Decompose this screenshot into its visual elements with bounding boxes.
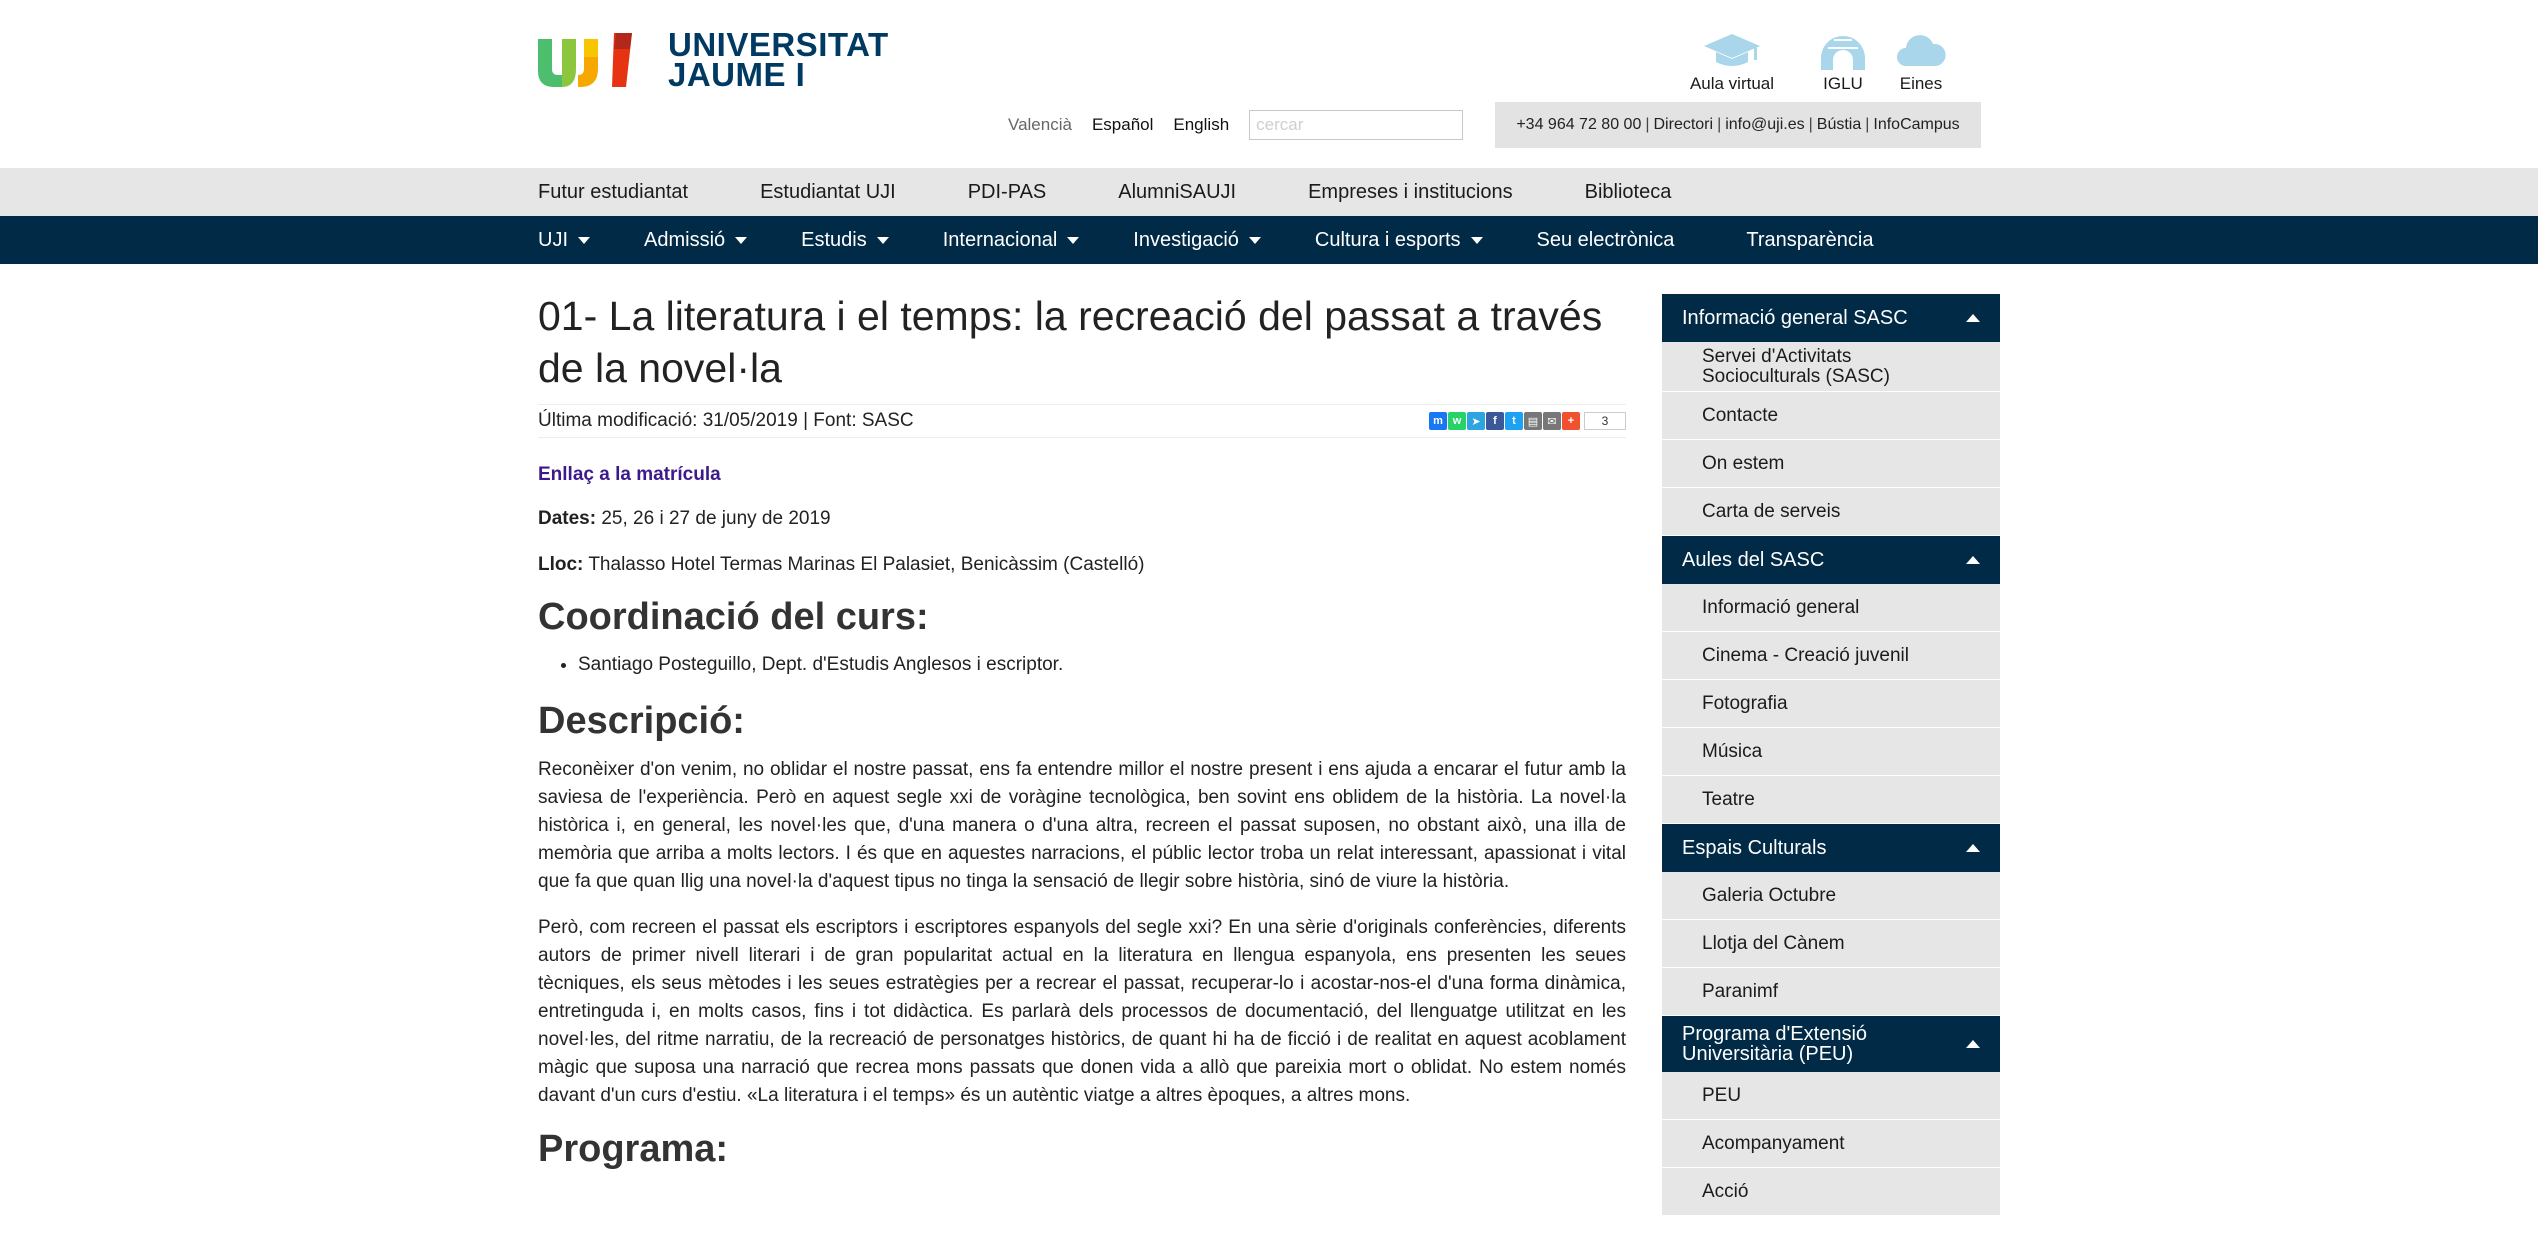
menu-empreses[interactable]: Empreses i institucions	[1308, 180, 1513, 203]
chevron-down-icon	[1471, 237, 1483, 244]
sidebar-item-fotografia[interactable]: Fotografia	[1662, 680, 2000, 728]
dates-line: Dates: 25, 26 i 27 de juny de 2019	[538, 508, 831, 529]
facebook-icon[interactable]: f	[1486, 412, 1504, 430]
chevron-down-icon	[877, 237, 889, 244]
menu-estudis[interactable]: Estudis	[801, 229, 889, 252]
coordinator-list	[578, 654, 1626, 676]
last-modified: Última modificació: 31/05/2019 | Font: SASC	[538, 410, 914, 431]
sidebar-item-sasc[interactable]: Servei d'Activitats Socioculturals (SASC)	[1662, 342, 2000, 392]
plus-icon[interactable]: +	[1562, 412, 1580, 430]
chevron-down-icon	[1249, 237, 1261, 244]
menu-seu-electronica[interactable]: Seu electrònica	[1536, 228, 1675, 251]
search-input[interactable]	[1249, 110, 1463, 140]
sidebar-item-musica[interactable]: Música	[1662, 728, 2000, 776]
sidebar-item-llotja[interactable]: Llotja del Cànem	[1662, 920, 2000, 968]
contact-bustia[interactable]: Bústia	[1816, 116, 1862, 133]
sidebar-section-peu[interactable]: Programa d'Extensió Universitària (PEU)	[1662, 1016, 2000, 1072]
contact-infocampus[interactable]: InfoCampus	[1873, 116, 1960, 133]
sidebar	[1662, 294, 2000, 1216]
menu-transparencia[interactable]: Transparència	[1746, 228, 1874, 251]
sidebar-item-info-general[interactable]: Informació general	[1662, 584, 2000, 632]
uji-logo-icon	[538, 33, 654, 87]
iglu-label: IGLU	[1823, 74, 1863, 93]
menu-uji[interactable]: UJI	[538, 229, 590, 252]
chevron-up-icon	[1966, 1040, 1980, 1048]
chevron-up-icon	[1966, 556, 1980, 564]
print-icon[interactable]: ▤	[1524, 412, 1542, 430]
messenger-icon[interactable]: m	[1429, 412, 1447, 430]
sidebar-section-info-sasc[interactable]: Informació general SASC	[1662, 294, 2000, 342]
description-paragraph-2: Però, com recreen el passat els escriptors i escriptores espanyols del segle xxi? En una sèrie d'originals conferències, diferents autors de primer nivell literari i de gran popularitat actual en la literatura en llengua espanyola, ens presenten les seues tècniques, els seus mètodes i les seues estratègies per a recrear el passat, recuperar-lo i acostar-nos-el d'una forma dinàmica, entretinguda i, en molts casos, fins i tot didàctica. Es parlarà dels processos de documentació, del llenguatge utilitzat en les novel·les, del ritme narratiu, de la recreació de personatges històrics, de quant hi ha de ficció i de realitat en aquest acoblament màgic que suposa una narració que recrea mons passats que donen vida a allò que pareixia mort o oblidat. No estem només davant d'un curs d'estiu. «La literatura i el temps» és un autèntic viatge a altres èpoques, a altres mons.	[538, 917, 1626, 1106]
menu-cultura-esports[interactable]: Cultura i esports	[1315, 229, 1483, 252]
chevron-down-icon	[578, 237, 590, 244]
sidebar-item-on-estem[interactable]: On estem	[1662, 440, 2000, 488]
iglu-icon	[1818, 30, 1868, 70]
list-item: • Santiago Posteguillo, Dept. d'Estudis Anglesos i escriptor.	[578, 654, 1626, 676]
sidebar-section-aules[interactable]: Aules del SASC	[1662, 536, 2000, 584]
sidebar-item-galeria-octubre[interactable]: Galeria Octubre	[1662, 872, 2000, 920]
chevron-up-icon	[1966, 314, 1980, 322]
main-menu	[0, 216, 2538, 264]
page-title: 01- La literatura i el temps: la recreació del passat a través de la novel·la	[538, 293, 1603, 391]
contact-email[interactable]: info@uji.es	[1725, 116, 1805, 133]
email-icon[interactable]: ✉	[1543, 412, 1561, 430]
menu-pdi-pas[interactable]: PDI-PAS	[967, 180, 1047, 203]
menu-estudiantat-uji[interactable]: Estudiantat UJI	[760, 180, 896, 203]
contact-directori[interactable]: Directori	[1653, 116, 1714, 133]
menu-internacional[interactable]: Internacional	[943, 229, 1080, 252]
top-shortcuts	[1684, 30, 1946, 94]
audience-menu	[0, 168, 2538, 216]
eines-link[interactable]	[1896, 30, 1946, 94]
sidebar-item-acompanyament[interactable]: Acompanyament	[1662, 1120, 2000, 1168]
telegram-icon[interactable]: ➤	[1467, 412, 1485, 430]
aula-virtual-label: Aula virtual	[1689, 74, 1775, 93]
lang-espanol[interactable]: Español	[1091, 115, 1154, 134]
coordination-heading: Coordinació del curs:	[538, 596, 929, 638]
meta-bar	[538, 404, 1626, 438]
contact-bar: +34 964 72 80 00 | Directori | info@uji.es | Bústia | InfoCampus	[1495, 102, 1981, 148]
cloud-icon	[1896, 30, 1946, 70]
lang-english[interactable]: English	[1173, 115, 1230, 134]
graduation-cap-icon	[1702, 30, 1762, 70]
contact-phone[interactable]: +34 964 72 80 00	[1516, 116, 1642, 133]
chevron-up-icon	[1966, 844, 1980, 852]
logo-line1: UNIVERSITAT	[668, 26, 889, 63]
iglu-link[interactable]	[1816, 30, 1870, 94]
sidebar-item-peu[interactable]: PEU	[1662, 1072, 2000, 1120]
sidebar-item-carta-serveis[interactable]: Carta de serveis	[1662, 488, 2000, 536]
lang-valencia[interactable]: Valencià	[1008, 115, 1072, 134]
chevron-down-icon	[1067, 237, 1079, 244]
whatsapp-icon[interactable]: w	[1448, 412, 1466, 430]
sidebar-item-accio[interactable]: Acció	[1662, 1168, 2000, 1216]
language-selector	[1008, 110, 1463, 140]
menu-investigacio[interactable]: Investigació	[1133, 229, 1261, 252]
sidebar-section-espais[interactable]: Espais Culturals	[1662, 824, 2000, 872]
menu-futur-estudiantat[interactable]: Futur estudiantat	[538, 180, 689, 203]
twitter-icon[interactable]: t	[1505, 412, 1523, 430]
aula-virtual-link[interactable]	[1684, 30, 1780, 94]
sidebar-item-teatre[interactable]: Teatre	[1662, 776, 2000, 824]
description-paragraph-1: Reconèixer d'on venim, no oblidar el nostre passat, ens fa entendre millor el nostre present i ens ajuda a encarar el futur amb la saviesa de l'experiència. Però en aquest segle xxi de voràgine tecnològica, ben sovint ens oblidem de la història. La novel·la històrica i, en general, les novel·les que, d'una manera o d'una altra, recreen el passat suposen, no obstant això, una illa de memòria que arriba a molts lectors. I és que en aquestes narracions, el públic lector troba un relat interessant, apassionat i vital que fa que quan llig una novel·la d'aquest tipus no tinga la sensació de llegir sobre història, sinó de viure la història.	[538, 759, 1626, 892]
eines-label: Eines	[1899, 74, 1943, 93]
uji-logo[interactable]	[538, 26, 889, 93]
programme-heading: Programa:	[538, 1128, 729, 1170]
place-line: Lloc: Thalasso Hotel Termas Marinas El Palasiet, Benicàssim (Castelló)	[538, 554, 1145, 575]
site-header	[0, 0, 2538, 168]
sidebar-item-contacte[interactable]: Contacte	[1662, 392, 2000, 440]
share-buttons	[1428, 412, 1626, 430]
logo-line2: JAUME I	[668, 56, 806, 93]
enrolment-link[interactable]: Enllaç a la matrícula	[538, 464, 721, 485]
main-content	[538, 290, 1626, 1172]
menu-alumnisauji[interactable]: AlumniSAUJI	[1118, 180, 1237, 203]
menu-admissio[interactable]: Admissió	[644, 229, 747, 252]
chevron-down-icon	[735, 237, 747, 244]
description-heading: Descripció:	[538, 700, 745, 742]
sidebar-item-cinema[interactable]: Cinema - Creació juvenil	[1662, 632, 2000, 680]
sidebar-item-paranimf[interactable]: Paranimf	[1662, 968, 2000, 1016]
menu-biblioteca[interactable]: Biblioteca	[1584, 180, 1672, 203]
share-count: 3	[1584, 412, 1626, 430]
